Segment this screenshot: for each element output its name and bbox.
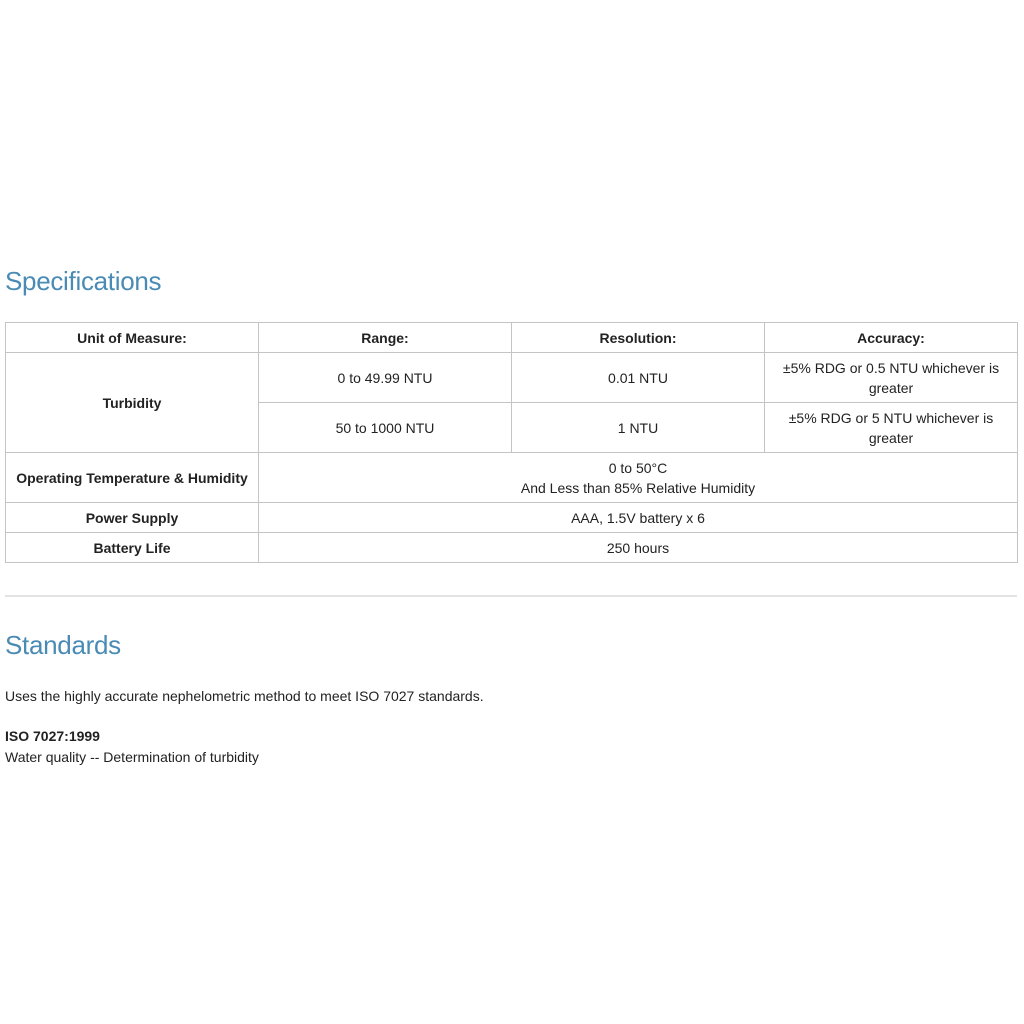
power-supply-value: AAA, 1.5V battery x 6 (259, 503, 1018, 533)
accuracy-line: ±5% RDG or 5 NTU whichever is (788, 409, 994, 426)
standards-intro: Uses the highly accurate nephelometric method to meet ISO 7027 standards. (5, 688, 484, 704)
header-resolution: Resolution: (512, 323, 765, 353)
iso-standard-title: ISO 7027:1999 (5, 728, 100, 744)
turbidity-label: Turbidity (6, 353, 259, 453)
header-unit-of-measure: Unit of Measure: (6, 323, 259, 353)
iso-standard-description: Water quality -- Determination of turbidity (5, 749, 259, 765)
table-header-row (6, 323, 1018, 353)
power-supply-label: Power Supply (6, 503, 259, 533)
specifications-heading: Specifications (5, 266, 162, 296)
header-accuracy: Accuracy: (765, 323, 1018, 353)
header-range: Range: (259, 323, 512, 353)
standards-heading: Standards (5, 630, 121, 660)
humidity-limit: And Less than 85% Relative Humidity (520, 479, 756, 496)
accuracy-line: greater (868, 379, 914, 396)
operating-temperature-label: Operating Temperature & Humidity (6, 453, 259, 503)
table-row (6, 353, 1018, 403)
accuracy-line: greater (868, 429, 914, 446)
temperature-range: 0 to 50°C (608, 459, 668, 476)
turbidity-resolution-2: 1 NTU (512, 403, 765, 453)
turbidity-accuracy-2 (765, 403, 1018, 453)
turbidity-resolution-1: 0.01 NTU (512, 353, 765, 403)
accuracy-line: ±5% RDG or 0.5 NTU whichever is (782, 359, 1000, 376)
specifications-table (5, 322, 1018, 563)
turbidity-range-1: 0 to 49.99 NTU (259, 353, 512, 403)
table-row (6, 453, 1018, 503)
turbidity-accuracy-1 (765, 353, 1018, 403)
table-row (6, 503, 1018, 533)
battery-life-label: Battery Life (6, 533, 259, 563)
turbidity-range-2: 50 to 1000 NTU (259, 403, 512, 453)
battery-life-value: 250 hours (259, 533, 1018, 563)
table-row (6, 533, 1018, 563)
section-divider (5, 595, 1017, 597)
operating-temperature-value (259, 453, 1018, 503)
